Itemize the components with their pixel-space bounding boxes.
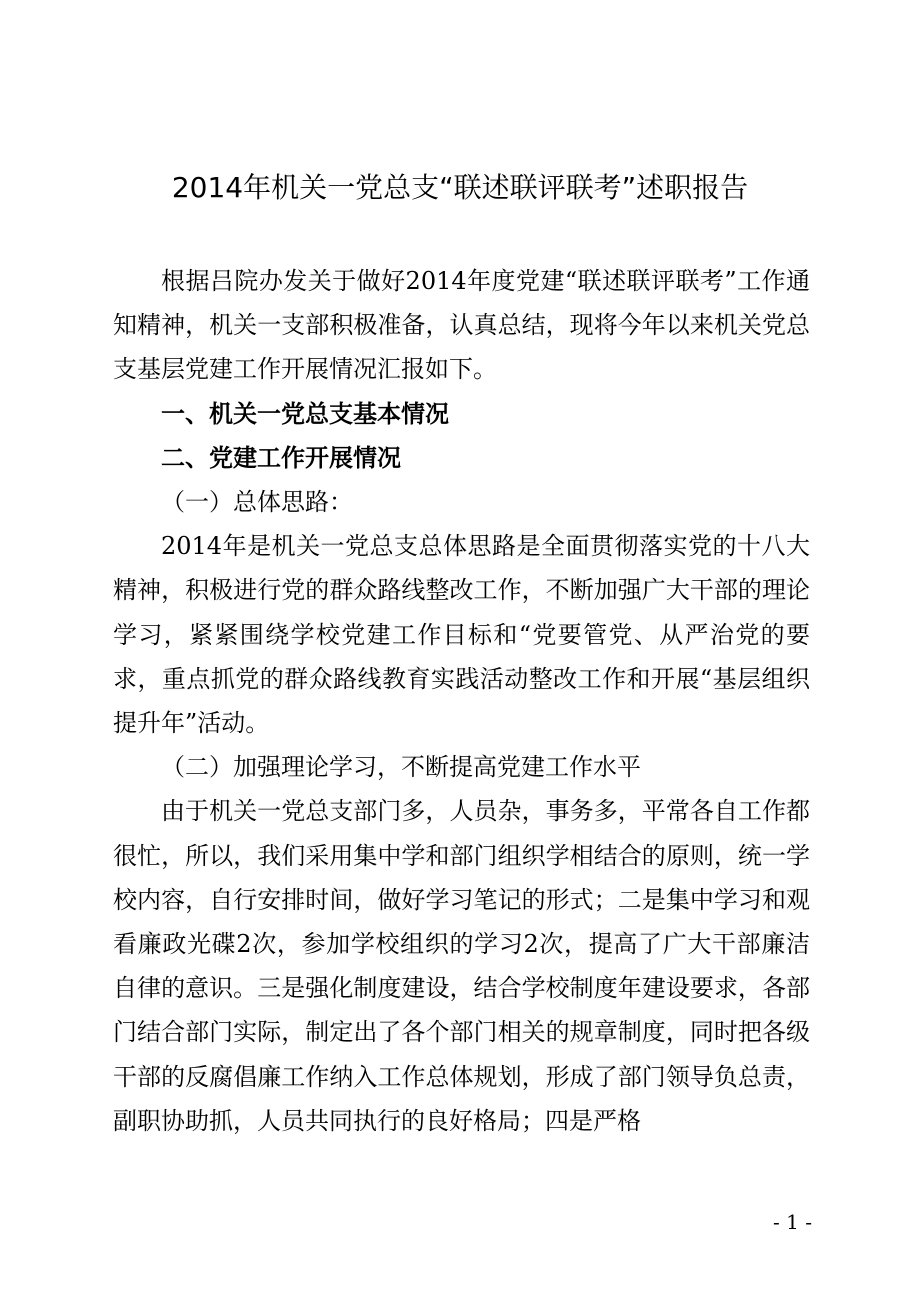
section-heading-2: 二、党建工作开展情况	[161, 443, 401, 472]
subsection-heading-2: （二）加强理论学习，不断提高党建工作水平	[161, 753, 641, 782]
overall-approach-paragraph: 2014年是机关一党总支总体思路是全面贯彻落实党的十八大精神，积极进行党的群众路线整改工作，不断加强广大干部的理论学习，紧紧围绕学校党建工作目标和“党要管党、从严治党的要求，重点抓党的群众路线教育实践活动整改工作和开展“基层组织提升年”活动。	[113, 532, 810, 738]
document-title: 2014年机关一党总支“联述联评联考”述职报告	[171, 171, 749, 204]
intro-paragraph: 根据吕院办发关于做好2014年度党建“联述联评联考”工作通知精神，机关一支部积极准备，认真总结，现将今年以来机关党总支基层党建工作开展情况汇报如下。	[113, 267, 810, 384]
section-heading-1: 一、机关一党总支基本情况	[161, 399, 449, 428]
theory-study-paragraph: 由于机关一党总支部门多，人员杂，事务多，平常各自工作都很忙，所以，我们采用集中学和部门组织学相结合的原则，统一学校内容，自行安排时间，做好学习笔记的形式；二是集中学习和观看廉政光碟2次，参加学校组织的学习2次，提高了广大干部廉洁自律的意识。三是强化制度建设，结合学校制度年建设要求，各部门结合部门实际，制定出了各个部门相关的规章制度，同时把各级干部的反腐倡廉工作纳入工作总体规划，形成了部门领导负总责，副职协助抓，人员共同执行的良好格局；四是严格	[113, 797, 810, 1135]
subsection-heading-1: （一）总体思路：	[161, 488, 353, 517]
page-number: - 1 -	[773, 1210, 812, 1234]
document-body	[113, 259, 810, 1143]
